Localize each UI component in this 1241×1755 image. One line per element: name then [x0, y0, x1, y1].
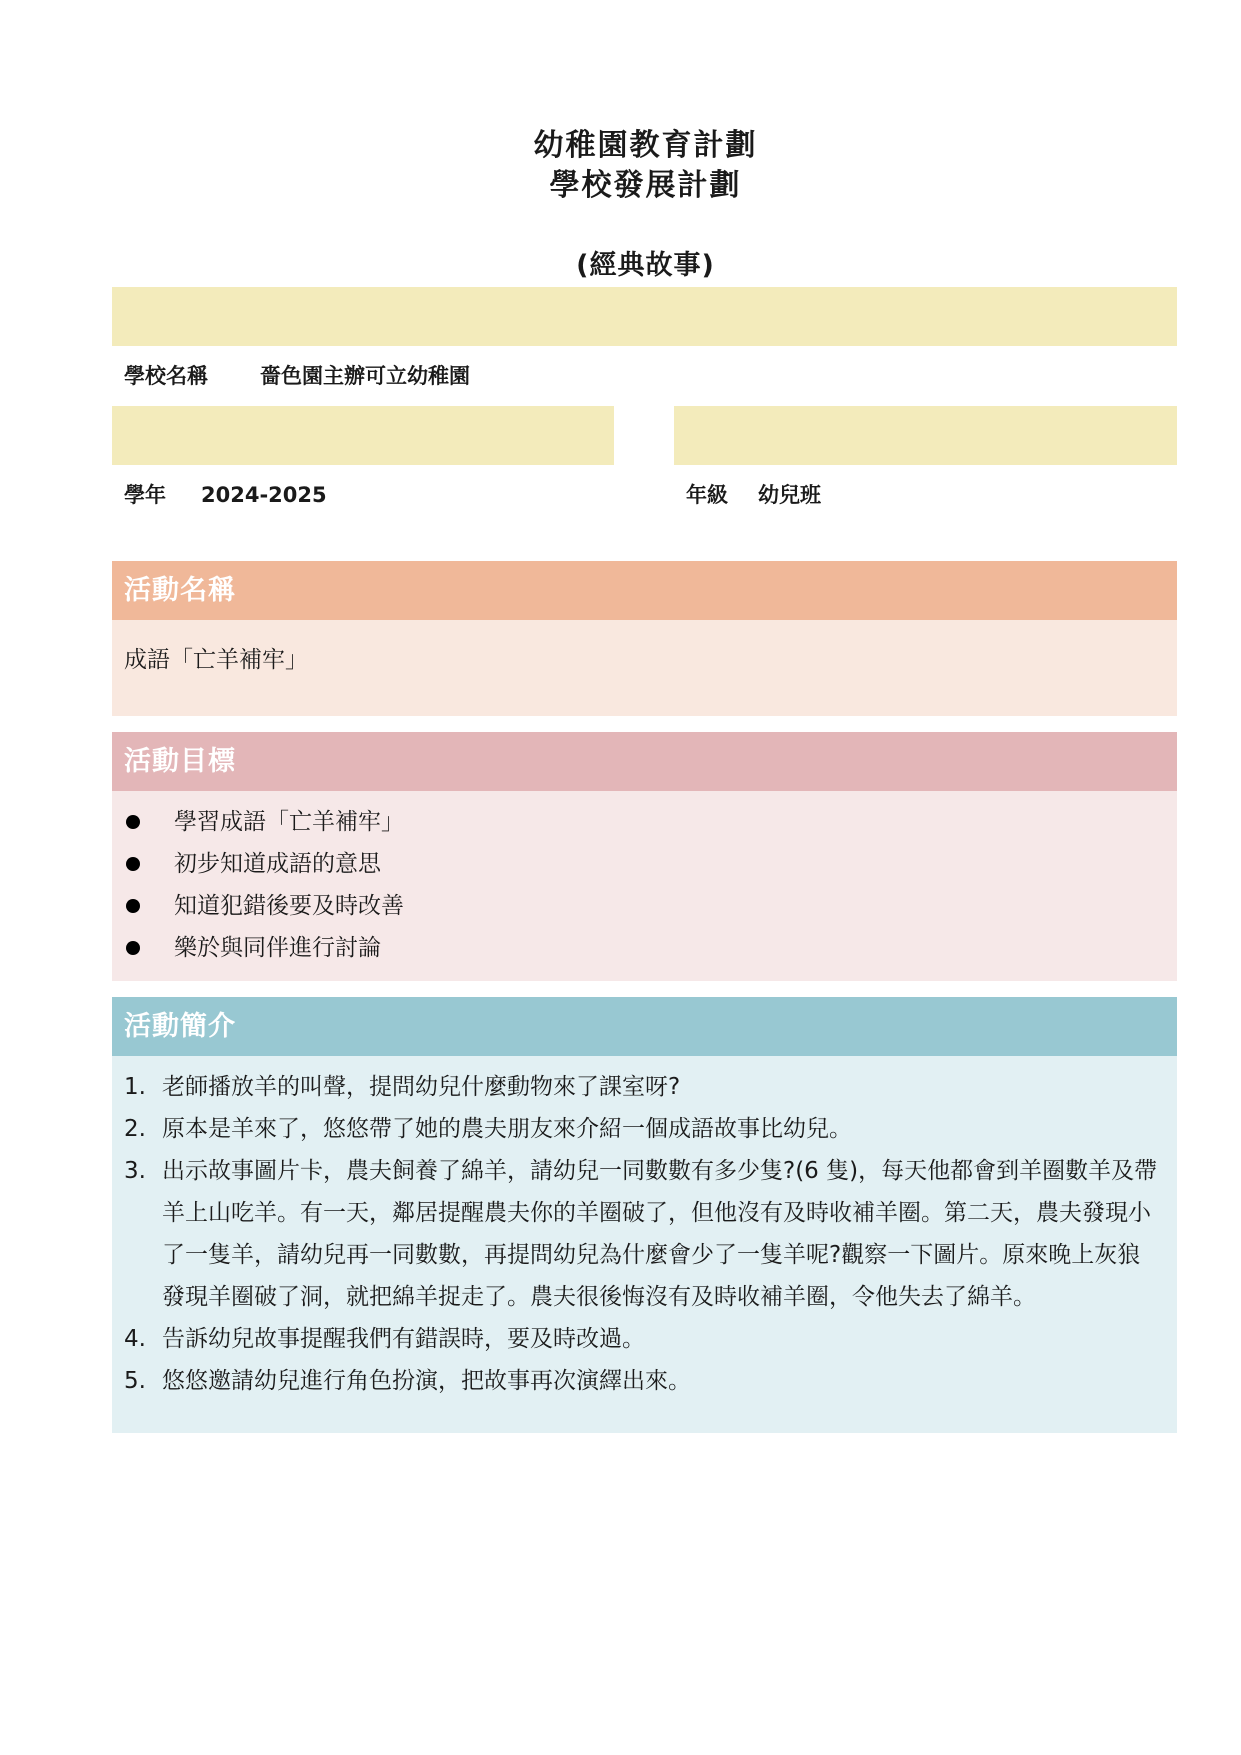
step-text: 悠悠邀請幼兒進行角色扮演，把故事再次演繹出來。 — [162, 1368, 691, 1394]
school-year-value: 2024-2025 — [201, 483, 327, 507]
step-text: 原本是羊來了，悠悠帶了她的農夫朋友來介紹一個成語故事比幼兒。 — [162, 1116, 852, 1142]
step-number: 4. — [124, 1326, 146, 1352]
intro-step — [112, 1108, 1163, 1150]
grade-field — [674, 406, 1177, 465]
school-year-row — [124, 479, 327, 509]
page-category: (經典故事) — [576, 250, 715, 281]
school-name-row — [124, 360, 470, 390]
grade-row — [686, 479, 821, 509]
step-number: 5. — [124, 1368, 146, 1394]
intro-step — [112, 1360, 1163, 1402]
activity-goals-heading: 活動目標 — [112, 732, 1177, 791]
activity-goals-body — [112, 791, 1177, 981]
activity-intro-heading: 活動簡介 — [112, 997, 1177, 1056]
step-number: 3. — [124, 1158, 146, 1184]
school-name-label: 學校名稱 — [124, 364, 208, 388]
intro-step — [112, 1066, 1163, 1108]
goal-item: 知道犯錯後要及時改善 — [112, 885, 1177, 927]
school-name-value: 嗇色園主辦可立幼稚園 — [260, 364, 470, 388]
activity-name-body — [112, 620, 1177, 716]
intro-steps — [112, 1056, 1177, 1402]
goal-item: 樂於與同伴進行討論 — [112, 927, 1177, 969]
intro-step — [112, 1150, 1163, 1318]
step-text: 告訴幼兒故事提醒我們有錯誤時，要及時改過。 — [162, 1326, 645, 1352]
intro-step — [112, 1318, 1163, 1360]
goal-item: 學習成語「亡羊補牢」 — [112, 801, 1177, 843]
school-year-field — [112, 406, 614, 465]
step-number: 1. — [124, 1074, 146, 1100]
goal-item: 初步知道成語的意思 — [112, 843, 1177, 885]
activity-name-heading: 活動名稱 — [112, 561, 1177, 620]
activity-intro-body — [112, 1056, 1177, 1433]
school-name-field — [112, 287, 1177, 346]
step-text: 出示故事圖片卡，農夫飼養了綿羊，請幼兒一同數數有多少隻?(6 隻)，每天他都會到羊圈數羊及帶羊上山吃羊。有一天，鄰居提醒農夫你的羊圈破了，但他沒有及時收補羊圈。第二天，農夫發現小了一隻羊，請幼兒再一同數數，再提問幼兒為什麼會少了一隻羊呢?觀察一下圖片。原來晚上灰狼發現羊圈破了洞，就把綿羊捉走了。農夫很後悔沒有及時收補羊圈，令他失去了綿羊。 — [162, 1158, 1158, 1310]
grade-label: 年級 — [686, 483, 728, 507]
step-number: 2. — [124, 1116, 146, 1142]
page-subtitle: 學校發展計劃 — [549, 168, 742, 203]
activity-name-value: 成語「亡羊補牢」 — [124, 647, 308, 673]
page-title: 幼稚園教育計劃 — [533, 128, 758, 163]
goals-list — [112, 791, 1177, 969]
school-year-label: 學年 — [124, 483, 166, 507]
grade-value: 幼兒班 — [758, 483, 821, 507]
step-text: 老師播放羊的叫聲，提問幼兒什麼動物來了課室呀? — [162, 1074, 681, 1100]
